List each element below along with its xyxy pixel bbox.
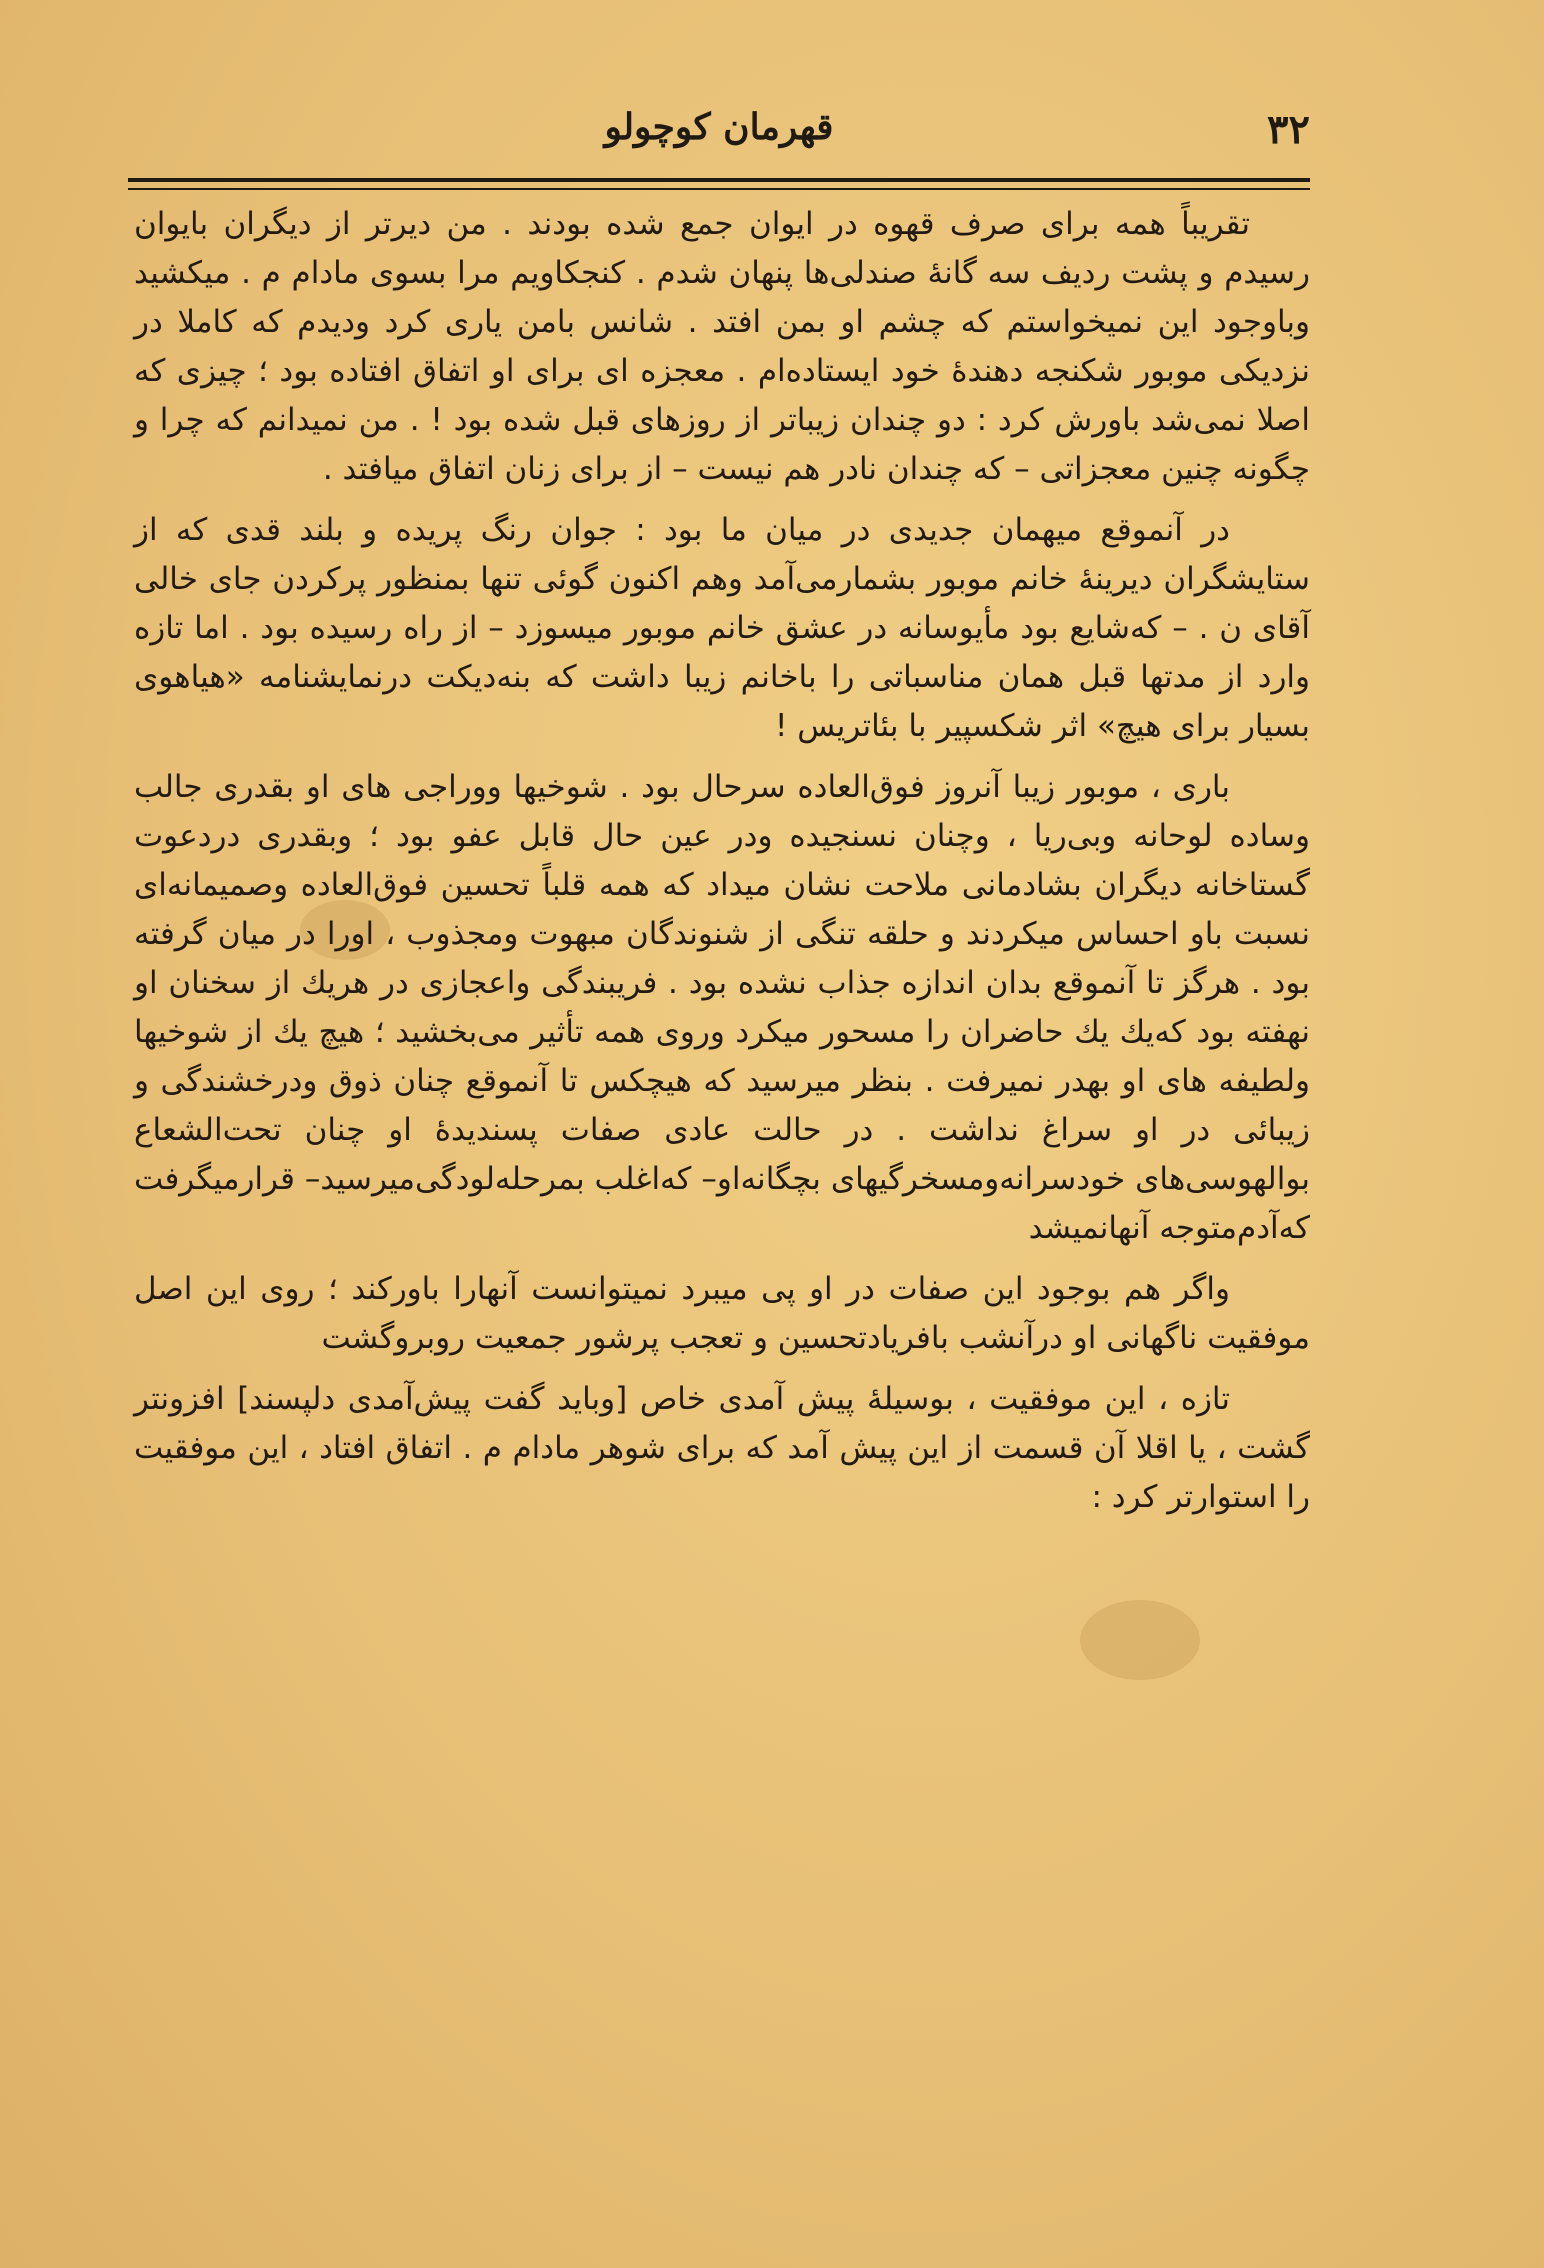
paragraph: باری ، موبور زیبا آنروز فوق‌العاده سرحال بود . شوخیها ووراجی های او بقدری جالب وساده لوحانه وبی‌ریا ، وچنان نسنجیده ودر عین حال قابل عفو بود ؛ وبقدری دردعوت گستاخانه دیگران بشادمانی ملاحت نشان میداد که همه قلباً تحسین فوق‌العاده وصمیمانه‌ای نسبت باو احساس میکردند و حلقه تنگی از شنوندگان مبهوت ومجذوب ، اورا در میان گرفته بود . هرگز تا آنموقع بدان اندازه جذاب نشده بود . فریبندگی واعجازی در هریك از سخنان او نهفته بود که‌یك یك حاضران را مسحور میکرد وروی همه تأثیر می‌بخشید ؛ هیچ یك از شوخیها ولطیفه های او بهدر نمیرفت . بنظر میرسید که هیچکس تا آنموقع چنان ذوق ودرخشندگی و زیبائی در او سراغ نداشت . در حالت عادی صفات پسندیدهٔ او چنان تحت‌الشعاع بوالهوسی‌های خودسرانه‌ومسخرگیهای بچگانه‌او– که‌اغلب بمرحله‌لودگی‌میرسید– قرارمیگرفت که‌آدم‌متوجه آنهانمیشد bbox=[134, 769, 1310, 1246]
paragraph: تازه ، این موفقیت ، بوسیلهٔ پیش آمدی خاص [وباید گفت پیش‌آمدی دلپسند] افزونتر گشت ، یا اقلا آن قسمت از این پیش آمد که برای شوهر مادام م . اتفاق افتاد ، این موفقیت را استوارتر کرد : bbox=[134, 1381, 1310, 1515]
header-rule bbox=[128, 178, 1310, 182]
paragraph: تقریباً همه برای صرف قهوه در ایوان جمع شده بودند . من دیرتر از دیگران بایوان رسیدم و پشت ردیف سه گانهٔ صندلی‌ها پنهان شدم . کنجکاویم مرا بسوی مادام م . میکشید وباوجود این نمیخواستم که چشم او بمن افتد . شانس بامن یاری کرد ودیدم که کاملا در نزدیکی موبور شکنجه دهندهٔ خود ایستاده‌ام . معجزه ای برای او اتفاق افتاده بود ؛ چیزی که اصلا نمی‌شد باورش کرد : دو چندان زیباتر از روزهای قبل شده بود ! . من نمیدانم که چرا و چگونه چنین معجزاتی – که چندان نادر هم نیست – از برای زنان اتفاق میافتد . bbox=[134, 206, 1310, 487]
paragraph: واگر هم بوجود این صفات در او پی میبرد نمیتوانست آنهارا باورکند ؛ روی این اصل موفقیت ناگهانی او درآنشب بافریادتحسین و تعجب پرشور جمعیت روبروگشت bbox=[134, 1271, 1310, 1356]
paragraph: در آنموقع میهمان جدیدی در میان ما بود : جوان رنگ پریده و بلند قدی که از ستایشگران دیرینهٔ خانم موبور بشمارمی‌آمد وهم اکنون گوئی تنها بمنظور پرکردن جای خالی آقای ن . – که‌شایع بود مأیوسانه در عشق خانم موبور میسوزد – از راه رسیده بود . اما تازه وارد از مدتها قبل همان مناسباتی را باخانم زیبا داشت که بنه‌دیکت درنمایشنامه «هیاهوی بسیار برای هیچ» اثر شکسپیر با بئاتریس ! bbox=[134, 512, 1310, 744]
header-rule-thin bbox=[128, 188, 1310, 190]
body-text bbox=[134, 200, 1310, 1534]
paper-stain bbox=[1080, 1600, 1200, 1680]
page-header bbox=[128, 104, 1310, 174]
page-number: ۳۲ bbox=[1267, 106, 1310, 153]
running-title: قهرمان کوچولو bbox=[604, 106, 834, 148]
